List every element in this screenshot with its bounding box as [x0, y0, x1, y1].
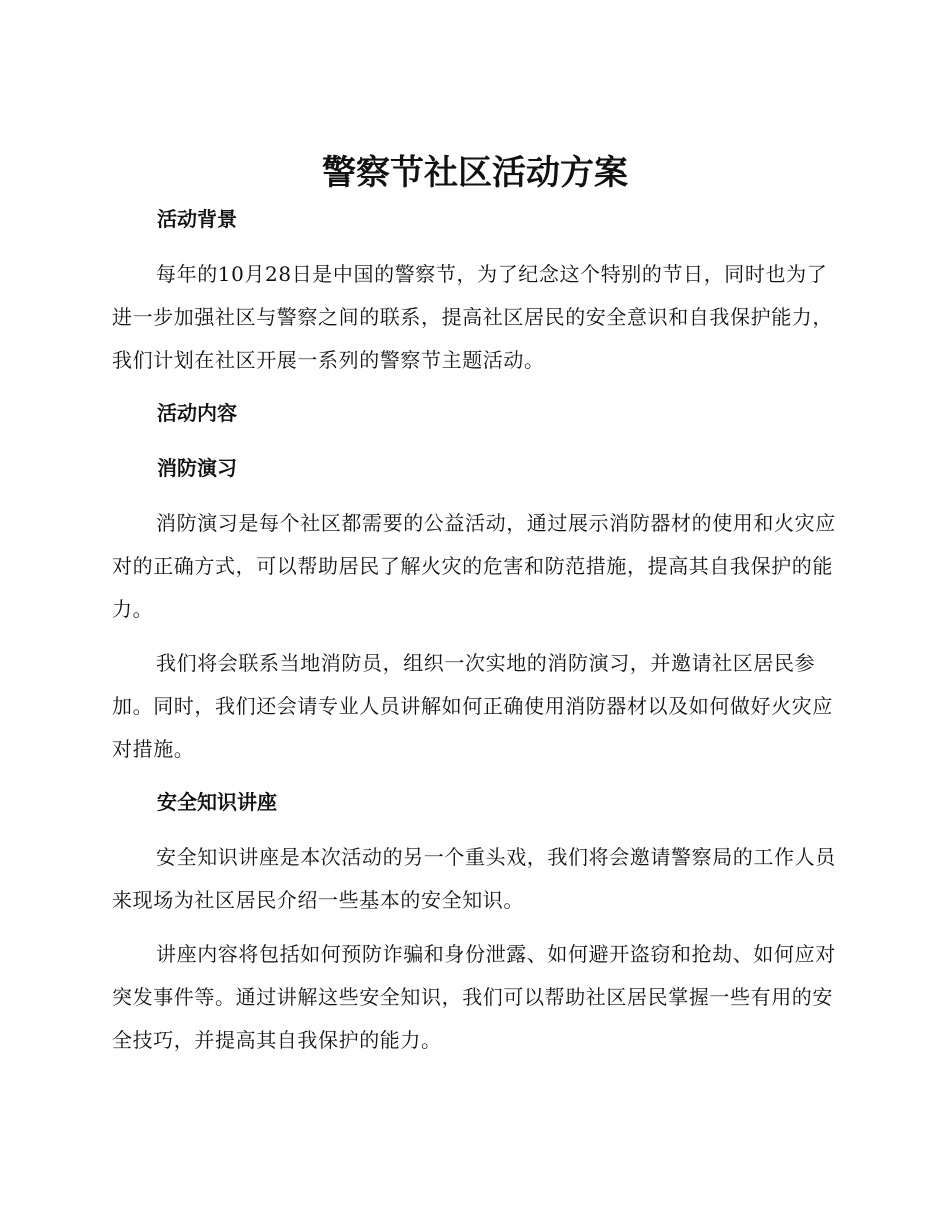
section-heading-content: 活动内容: [157, 401, 237, 425]
section-heading-fire-drill: 消防演习: [157, 456, 237, 480]
paragraph-safety-lecture-2: 讲座内容将包括如何预防诈骗和身份泄露、如何避开盗窃和抢劫、如何应对突发事件等。通过讲解这些安全知识，我们可以帮助社区居民掌握一些有用的安全技巧，并提高其自我保护的能力。: [112, 942, 836, 1052]
paragraph-safety-lecture-1: 安全知识讲座是本次活动的另一个重头戏，我们将会邀请警察局的工作人员来现场为社区居民介绍一些基本的安全知识。: [112, 845, 836, 912]
page-title: 警察节社区活动方案: [322, 153, 628, 193]
paragraph-fire-drill-2: 我们将会联系当地消防员，组织一次实地的消防演习，并邀请社区居民参加。同时，我们还会请专业人员讲解如何正确使用消防器材以及如何做好火灾应对措施。: [112, 651, 833, 761]
paragraph-fire-drill-1: 消防演习是每个社区都需要的公益活动，通过展示消防器材的使用和火灾应对的正确方式，可以帮助居民了解火灾的危害和防范措施，提高其自我保护的能力。: [112, 511, 836, 621]
section-heading-background: 活动背景: [157, 207, 237, 231]
section-heading-safety-lecture: 安全知识讲座: [157, 790, 277, 814]
paragraph-background: 每年的10月28日是中国的警察节，为了纪念这个特别的节日，同时也为了进一步加强社区与警察之间的联系，提高社区居民的安全意识和自我保护能力，我们计划在社区开展一系列的警察节主题活动。: [112, 262, 833, 372]
